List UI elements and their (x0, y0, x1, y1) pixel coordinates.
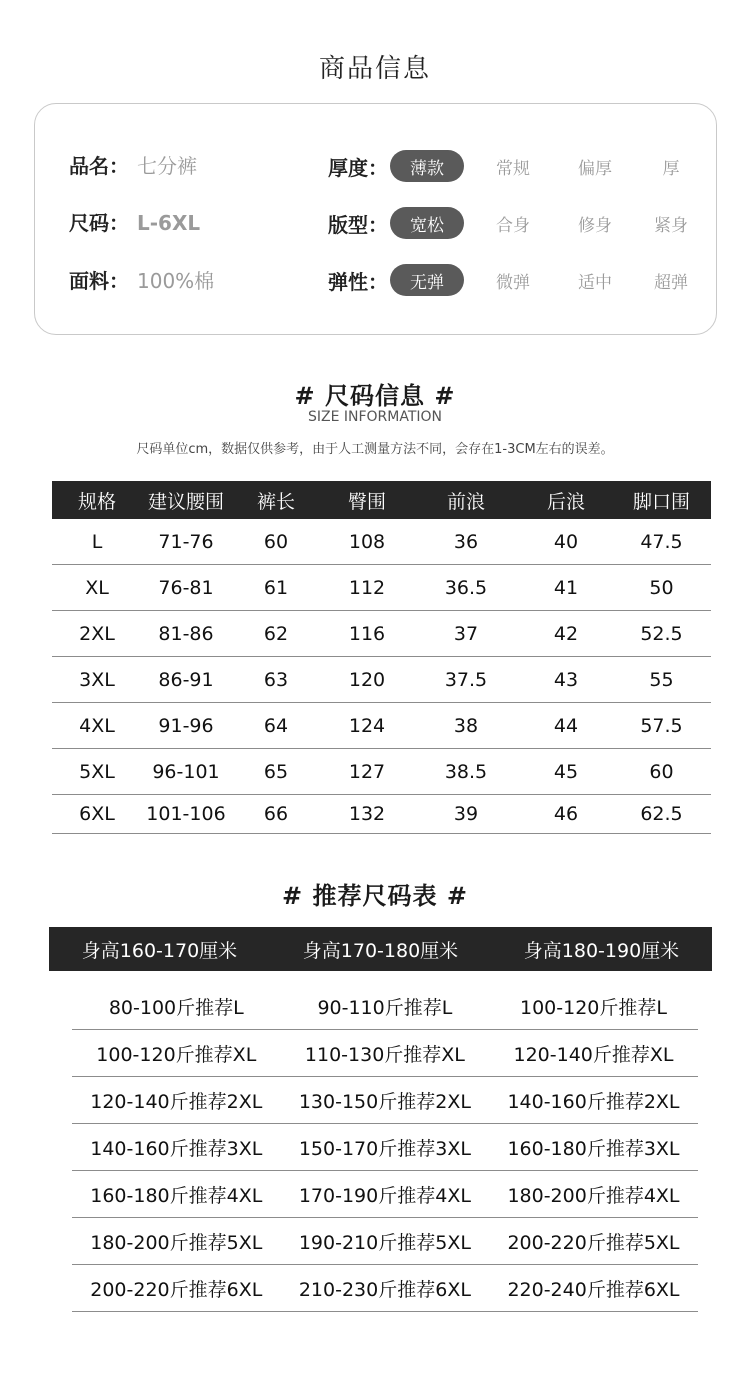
table-cell: XL (85, 576, 109, 599)
table-cell: 43 (553, 668, 579, 691)
table-cell: 64 (263, 714, 289, 737)
table-cell: 44 (553, 714, 579, 737)
size-table (52, 481, 711, 834)
table-cell: 91-96 (158, 714, 214, 737)
option-item: 修身 (578, 215, 612, 236)
table-cell: 71-76 (158, 530, 214, 553)
option-item: 常规 (496, 158, 530, 179)
option-item: 紧身 (654, 215, 688, 236)
table-cell: 3XL (79, 668, 115, 691)
table-cell: 6XL (79, 803, 115, 825)
table-cell: 38 (453, 714, 479, 737)
table-cell: 80-100斤推荐L (108, 996, 244, 1019)
header-cell: 身高180-190厘米 (523, 939, 680, 962)
table-cell: 190-210斤推荐5XL (298, 1231, 471, 1254)
recommend-table-header (49, 927, 712, 971)
table-row (52, 703, 711, 749)
table-cell: 45 (553, 760, 579, 783)
option-item: 偏厚 (578, 158, 612, 179)
table-cell: 150-170斤推荐3XL (298, 1137, 471, 1160)
table-cell: 37.5 (444, 668, 488, 691)
option-row-elasticity (328, 263, 706, 297)
size-info-title: # 尺码信息 # (294, 382, 456, 410)
table-cell: 100-120斤推荐XL (96, 1043, 257, 1066)
size-info-note: 尺码单位cm，数据仅供参考，由于人工测量方法不同，会存在1-3CM左右的误差。 (136, 442, 614, 457)
table-cell: 60 (263, 530, 289, 553)
field-label: 尺码： (69, 211, 129, 235)
table-row (52, 565, 711, 611)
table-cell: 5XL (79, 760, 115, 783)
table-cell: 40 (553, 530, 579, 553)
table-cell: 42 (553, 622, 579, 645)
table-row (52, 611, 711, 657)
option-item: 合身 (496, 215, 530, 236)
table-cell: 210-230斤推荐6XL (298, 1278, 471, 1301)
table-cell: L (91, 530, 103, 553)
table-cell: 116 (348, 622, 386, 645)
table-cell: 38.5 (444, 760, 488, 783)
table-cell: 180-200斤推荐5XL (90, 1231, 263, 1254)
table-row (72, 1077, 698, 1124)
table-cell: 61 (263, 576, 289, 599)
table-cell: 120-140斤推荐2XL (90, 1090, 263, 1113)
field-label: 品名： (69, 154, 129, 178)
table-cell: 4XL (79, 714, 115, 737)
table-row (52, 795, 711, 834)
field-fabric (69, 265, 214, 294)
header-cell: 臀围 (347, 490, 386, 513)
table-row (52, 657, 711, 703)
table-cell: 65 (263, 760, 289, 783)
size-table-body (52, 519, 711, 834)
table-cell: 86-91 (158, 668, 214, 691)
table-cell: 47.5 (640, 530, 683, 553)
table-cell: 160-180斤推荐4XL (90, 1184, 263, 1207)
table-row (52, 519, 711, 565)
table-cell: 52.5 (640, 622, 683, 645)
table-cell: 140-160斤推荐3XL (90, 1137, 263, 1160)
table-cell: 110-130斤推荐XL (304, 1043, 465, 1066)
table-cell: 108 (348, 530, 386, 553)
header-cell: 建议腰围 (147, 490, 224, 513)
field-value: 100%棉 (137, 269, 215, 293)
table-cell: 120-140斤推荐XL (513, 1043, 674, 1066)
header-cell: 脚口围 (632, 490, 690, 513)
product-info-card (34, 103, 717, 335)
header-cell: 身高160-170厘米 (81, 939, 238, 962)
table-cell: 57.5 (640, 714, 683, 737)
table-row (52, 749, 711, 795)
header-cell: 后浪 (546, 490, 585, 513)
table-cell: 96-101 (152, 760, 220, 783)
table-cell: 90-110斤推荐L (317, 996, 453, 1019)
table-row (72, 983, 698, 1030)
selected-option-pill: 宽松 (390, 207, 464, 239)
table-cell: 220-240斤推荐6XL (507, 1278, 680, 1301)
field-label: 面料： (69, 269, 129, 293)
table-cell: 46 (553, 803, 579, 825)
table-row (72, 1124, 698, 1171)
field-value: L-6XL (137, 211, 201, 235)
option-label: 版型： (328, 212, 388, 237)
header-cell: 裤长 (256, 490, 295, 513)
table-cell: 66 (263, 803, 289, 825)
product-info-title: 商品信息 (318, 54, 431, 84)
table-cell: 124 (348, 714, 386, 737)
table-cell: 76-81 (158, 576, 214, 599)
table-cell: 81-86 (158, 622, 214, 645)
field-name (69, 150, 197, 179)
table-row (72, 1265, 698, 1312)
size-info-subtitle: SIZE INFORMATION (307, 409, 443, 425)
table-cell: 62.5 (640, 803, 683, 825)
table-cell: 36.5 (444, 576, 488, 599)
table-cell: 39 (453, 803, 479, 825)
recommend-table-body (72, 983, 698, 1312)
table-cell: 160-180斤推荐3XL (507, 1137, 680, 1160)
option-row-fit (328, 206, 706, 240)
option-item: 超弹 (654, 272, 688, 293)
field-size (69, 207, 200, 236)
field-value: 七分裤 (137, 154, 197, 178)
table-cell: 62 (263, 622, 289, 645)
recommend-title: # 推荐尺码表 # (282, 882, 468, 910)
table-cell: 36 (453, 530, 479, 553)
table-row (72, 1030, 698, 1077)
header-cell: 规格 (77, 490, 116, 513)
table-cell: 140-160斤推荐2XL (507, 1090, 680, 1113)
table-cell: 37 (453, 622, 479, 645)
table-cell: 127 (348, 760, 386, 783)
table-cell: 180-200斤推荐4XL (507, 1184, 680, 1207)
selected-option-pill: 薄款 (390, 150, 464, 182)
table-cell: 55 (649, 668, 674, 691)
header-cell: 前浪 (446, 490, 485, 513)
option-label: 厚度： (328, 155, 388, 180)
table-cell: 101-106 (146, 803, 226, 825)
table-cell: 132 (348, 803, 386, 825)
table-row (72, 1218, 698, 1265)
table-row (72, 1171, 698, 1218)
table-cell: 170-190斤推荐4XL (298, 1184, 471, 1207)
table-cell: 2XL (79, 622, 115, 645)
table-cell: 112 (348, 576, 386, 599)
option-item: 微弹 (496, 272, 530, 293)
table-cell: 50 (649, 576, 674, 599)
table-cell: 120 (348, 668, 386, 691)
selected-option-pill: 无弹 (390, 264, 464, 296)
table-cell: 200-220斤推荐5XL (507, 1231, 680, 1254)
option-label: 弹性： (328, 269, 388, 294)
table-cell: 60 (649, 760, 674, 783)
size-table-header (52, 481, 711, 519)
table-cell: 200-220斤推荐6XL (90, 1278, 263, 1301)
header-cell: 身高170-180厘米 (302, 939, 459, 962)
option-row-thickness (328, 149, 706, 183)
table-cell: 41 (553, 576, 579, 599)
table-cell: 100-120斤推荐L (519, 996, 667, 1019)
table-cell: 130-150斤推荐2XL (298, 1090, 471, 1113)
option-item: 厚 (662, 158, 680, 179)
table-cell: 63 (263, 668, 289, 691)
option-item: 适中 (578, 272, 612, 293)
